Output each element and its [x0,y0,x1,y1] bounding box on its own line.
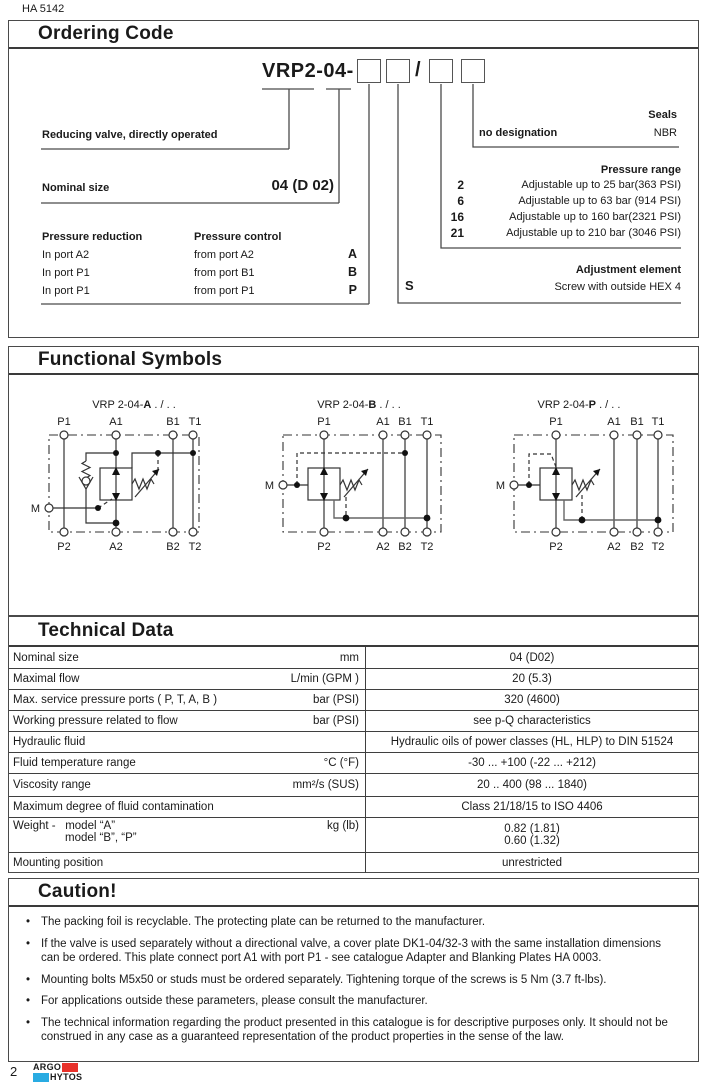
pressure-range-text: Adjustable up to 25 bar(363 PSI) [521,179,681,191]
adjustment-text: Screw with outside HEX 4 [554,281,681,293]
param-unit: °C (°F) [323,757,359,769]
param-value: 20 .. 400 (98 ... 1840) [477,779,587,791]
technical-section [8,616,699,873]
functional-title: Functional Symbols [38,349,223,370]
code-box-4[interactable] [461,59,485,83]
param-value-line2: 0.60 (1.32) [504,835,560,847]
param-value: 04 (D02) [509,651,555,664]
port-label: B1 [398,416,412,428]
pressure-range-text: Adjustable up to 210 bar (3046 PSI) [506,227,681,239]
seals-heading: Seals [648,109,677,121]
param-name: Viscosity range [13,779,91,791]
diagram-title [21,399,247,411]
pressure-range-code: 6 [457,194,464,208]
port-label: B2 [398,541,412,553]
bullet-icon: • [25,937,31,950]
diagram-title [246,399,472,411]
diagram-title-prefix: VRP 2-04- [537,399,589,411]
m-port-label: M [30,503,40,515]
port-label: B1 [166,416,180,428]
bullet-icon: • [25,1016,31,1029]
diagram-title-letter: A [143,399,152,411]
bullet-text: The packing foil is recyclable. The protecting plate can be returned to the manufacturer. [41,916,486,928]
pr-row-control: from port A2 [194,249,254,261]
logo-text-hytos: HYTOS [50,1071,83,1082]
pr-row-reduction: In port P1 [42,285,90,297]
table-row [9,773,698,796]
caution-section [8,878,699,1062]
param-name: Mounting position [13,857,104,869]
argo-hytos-logo [33,1062,82,1082]
port-label: T2 [420,541,434,553]
hydraulic-schematic-A [21,413,247,553]
param-value: 0.82 (1.81) [504,823,560,835]
reducing-valve-label: Reducing valve, directly operated [42,129,218,141]
bullet-text: Mounting bolts M5x50 or studs must be ordered separately. Tightening torque of the screws is 5 Nm (3.7 ft-lbs). [41,973,607,986]
caution-bullet [15,937,693,966]
diagram-title [466,399,692,411]
param-name: Weight - model “A” [13,820,116,832]
diagram-title-suffix: . / . . [376,399,401,411]
caution-bullet [15,915,693,930]
technical-title: Technical Data [38,620,174,641]
bullet-icon: • [25,916,31,928]
param-value: -30 ... +100 (-22 ... +212) [468,757,596,769]
port-label: A2 [607,541,621,553]
port-label: T1 [651,416,665,428]
pressure-range-text: Adjustable up to 63 bar (914 PSI) [518,195,681,207]
pr-row-code: A [347,247,357,261]
bullet-text: If the valve is used separately without a directional valve, a cover plate DK1-04/32-3 with the same installation dimensions can be ordered. This plate connect port A1 with port P1 - see catalogue Adapter and Blanking Plates HA 0003. [41,937,662,964]
ordering-section [8,20,699,338]
param-unit: kg (lb) [327,820,359,832]
technical-header-band [9,617,698,647]
m-port-label: M [495,480,505,492]
pr-row-code: B [347,265,357,279]
page-number: 2 [10,1064,18,1079]
logo-red-square [62,1063,78,1072]
param-name: Nominal size [13,651,79,664]
param-name: Maximal flow [13,673,80,685]
pr-row-control: from port P1 [194,285,255,297]
pressure-range-code: 2 [457,178,464,192]
port-label: P1 [549,416,563,428]
bullet-icon: • [25,973,31,986]
param-value: see p-Q characteristics [473,715,591,727]
param-name: Max. service pressure ports ( P, T, A, B ) [13,694,218,706]
caution-header-band [9,879,698,907]
nominal-size-label: Nominal size [42,182,110,194]
code-box-3[interactable] [429,59,453,83]
param-unit: bar (PSI) [312,715,359,727]
param-unit: L/min (GPM ) [290,673,359,685]
ordering-code-text: VRP2-04- [262,60,354,82]
code-box-1[interactable] [357,59,381,83]
param-value: Hydraulic oils of power classes (HL, HLP) to DIN 51524 [390,736,674,748]
caution-bullet [15,973,693,988]
pr-row-reduction: In port P1 [42,267,90,279]
table-row [9,731,698,752]
port-label: B1 [630,416,644,428]
bullet-text: The technical information regarding the product presented in this catalogue is for descriptive purposes only. It should not be construed in any case as a guaranteed representation of the product properties in the sense of the law. [41,1016,668,1043]
param-unit: mm [339,651,359,664]
param-name: Working pressure related to flow [13,715,178,727]
param-unit: mm²/s (SUS) [292,779,359,791]
table-row [9,752,698,773]
port-label: P1 [57,416,71,428]
table-row [9,710,698,731]
param-value: 320 (4600) [504,694,560,706]
caution-bullet [15,994,693,1009]
port-label: T1 [420,416,434,428]
seals-no-designation: no designation [479,127,558,139]
port-label: P2 [57,541,71,553]
caution-bullet [15,1016,693,1045]
logo-cyan-square [33,1073,49,1082]
port-label: A1 [109,416,123,428]
diagram-title-suffix: . / . . [151,399,176,411]
diagram-title-letter: P [588,399,597,411]
param-value: 20 (5.3) [512,673,552,685]
port-label: T1 [188,416,202,428]
port-label: A1 [607,416,621,428]
table-row [9,852,698,873]
pressure-range-code: 21 [450,226,464,240]
pressure-control-header: Pressure control [194,231,282,243]
adjustment-heading: Adjustment element [575,264,681,276]
bullet-text: For applications outside these parameters, please consult the manufacturer. [41,995,428,1007]
port-label: P2 [549,541,563,553]
param-name: Maximum degree of fluid contamination [13,801,214,813]
ordering-title: Ordering Code [38,23,174,44]
port-label: T2 [651,541,665,553]
logo-text-argo: ARGO [33,1061,62,1072]
port-label: A1 [376,416,390,428]
diagram-title-suffix: . / . . [596,399,621,411]
table-row [9,817,698,852]
param-value: unrestricted [501,857,563,869]
table-row [9,668,698,689]
port-label: B2 [166,541,180,553]
pressure-range-heading: Pressure range [600,164,681,176]
table-row [9,647,698,668]
code-slash: / [415,59,421,81]
seals-value: NBR [653,127,677,139]
table-row [9,689,698,710]
hydraulic-schematic-B [246,413,472,553]
functional-header-band [9,347,698,375]
caution-title: Caution! [38,881,117,902]
code-box-2[interactable] [386,59,410,83]
port-label: A2 [109,541,123,553]
diagram-title-prefix: VRP 2-04- [92,399,144,411]
port-label: B2 [630,541,644,553]
doc-code: HA 5142 [22,3,65,15]
param-unit: bar (PSI) [312,694,359,706]
pressure-range-text: Adjustable up to 160 bar(2321 PSI) [509,211,681,223]
nominal-size-value: 04 (D 02) [271,177,334,194]
param-name: Hydraulic fluid [13,736,86,748]
port-label: A2 [376,541,390,553]
pr-row-control: from port B1 [194,267,255,279]
bullet-icon: • [25,995,31,1007]
param-value: Class 21/18/15 to ISO 4406 [461,801,603,813]
pressure-range-code: 16 [450,210,464,224]
functional-section [8,346,699,616]
param-name: Fluid temperature range [13,757,136,769]
pressure-reduction-header: Pressure reduction [42,231,143,243]
port-label: P1 [317,416,331,428]
port-label: T2 [188,541,202,553]
param-name-line2: model “B”, “P” [65,832,137,844]
pr-row-code: P [348,283,357,297]
pr-row-reduction: In port A2 [42,249,90,261]
port-label: P2 [317,541,331,553]
hydraulic-schematic-P [466,413,692,553]
diagram-title-letter: B [368,399,377,411]
m-port-label: M [264,480,274,492]
diagram-title-prefix: VRP 2-04- [317,399,369,411]
adjustment-code: S [405,278,414,293]
table-row [9,796,698,817]
